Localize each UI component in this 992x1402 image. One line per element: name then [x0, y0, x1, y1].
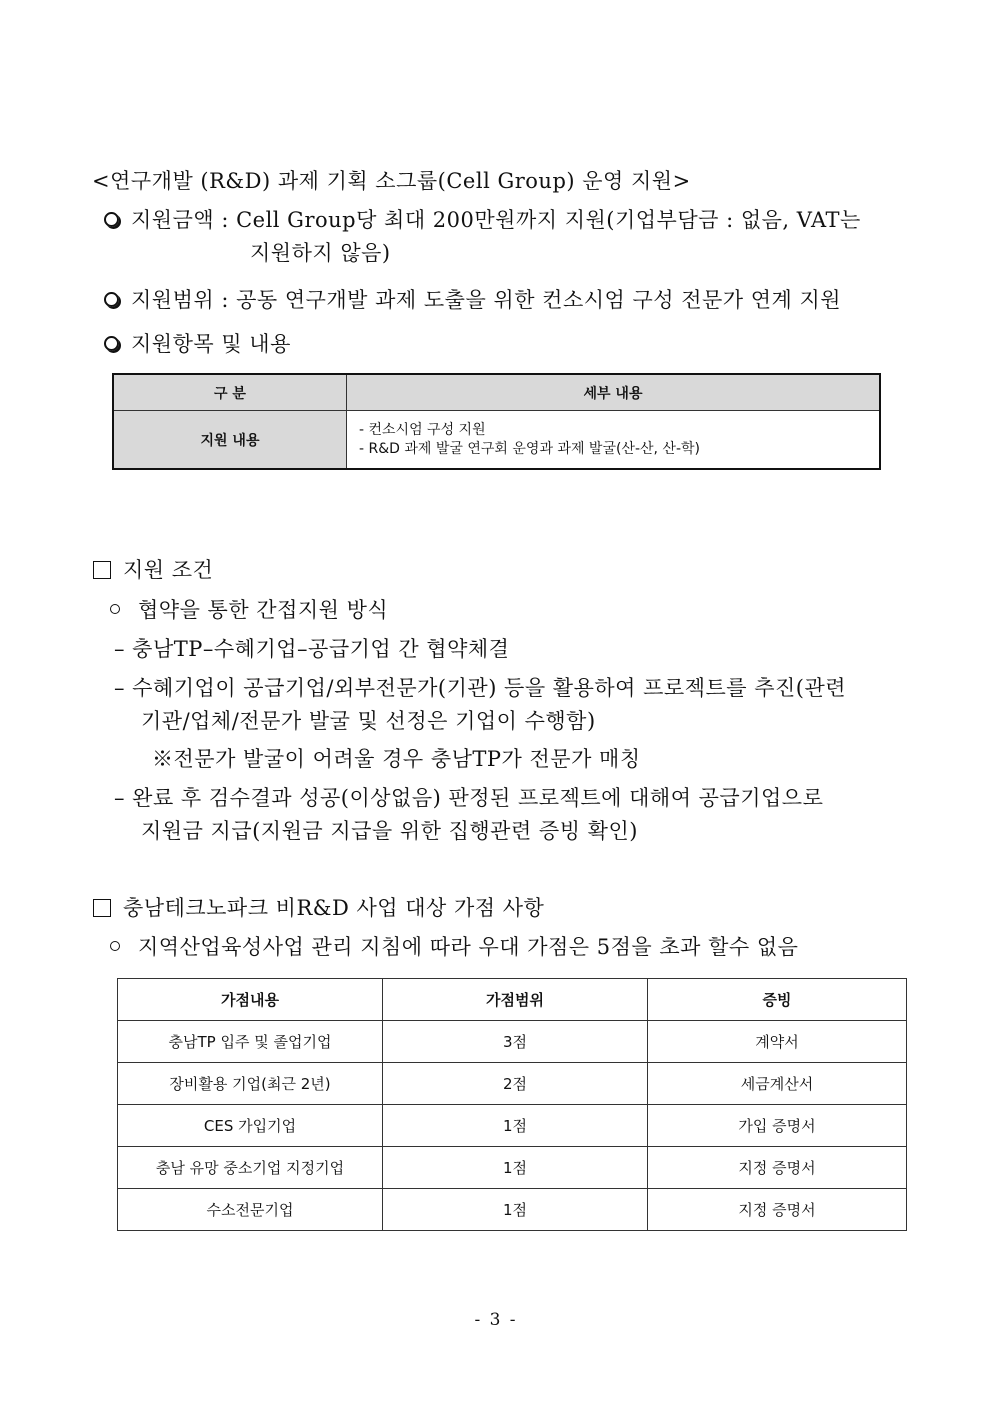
support-details-table [112, 373, 881, 470]
table-header-row [113, 374, 880, 411]
bullet-support-items [104, 328, 291, 358]
table-header-row [118, 979, 907, 1021]
cell-content: 수소전문기업 [118, 1189, 383, 1231]
section2-title: 지원 조건 [123, 558, 214, 582]
support-items-line: 지원항목 및 내용 [131, 332, 291, 356]
cell-points: 3점 [383, 1021, 648, 1063]
cell-content: 충남 유망 중소기업 지정기업 [118, 1147, 383, 1189]
cell-content: 장비활용 기업(최근 2년) [118, 1063, 383, 1105]
table-row [113, 411, 880, 470]
header-bonus-range: 가점범위 [383, 979, 648, 1021]
bonus-note [110, 931, 798, 961]
row-label: 지원 내용 [113, 411, 347, 470]
table-row [118, 1189, 907, 1231]
cell-evidence: 가입 증명서 [648, 1105, 907, 1147]
circle-bullet-icon [104, 212, 119, 227]
cell-evidence: 세금계산서 [648, 1063, 907, 1105]
condition-text-1: 협약을 통한 간접지원 방식 [138, 598, 389, 622]
cell-evidence: 지정 증명서 [648, 1189, 907, 1231]
condition-line-3: – 수혜기업이 공급기업/외부전문가(기관) 등을 활용하여 프로젝트를 추진(관련 [114, 676, 847, 700]
cell-content: 충남TP 입주 및 졸업기업 [118, 1021, 383, 1063]
section1-title: <연구개발 (R&D) 과제 기획 소그룹(Cell Group) 운영 지원> [92, 169, 691, 193]
detail-line-1: - 컨소시엄 구성 지원 [359, 421, 486, 438]
support-amount-line2: 지원하지 않음) [250, 241, 391, 265]
condition-line-4: 기관/업체/전문가 발굴 및 선정은 기업이 수행함) [141, 709, 596, 733]
condition-line-1 [110, 594, 388, 624]
row-details [347, 411, 881, 470]
cell-evidence: 지정 증명서 [648, 1147, 907, 1189]
condition-line-6: 지원금 지급(지원금 지급을 위한 집행관련 증빙 확인) [141, 819, 638, 843]
bonus-note-text: 지역산업육성사업 관리 지침에 따라 우대 가점은 5점을 초과 할수 없음 [138, 935, 799, 959]
header-evidence: 증빙 [648, 979, 907, 1021]
cell-evidence: 계약서 [648, 1021, 907, 1063]
cell-points: 2점 [383, 1063, 648, 1105]
condition-line-5: – 완료 후 검수결과 성공(이상없음) 판정된 프로젝트에 대해여 공급기업으로 [114, 786, 824, 810]
cell-points: 1점 [383, 1189, 648, 1231]
bonus-points-table [117, 978, 907, 1231]
table-row [118, 1147, 907, 1189]
section3-title: 충남테크노파크 비R&D 사업 대상 가점 사항 [123, 896, 545, 920]
small-circle-icon [110, 604, 120, 614]
header-details: 세부 내용 [347, 374, 881, 411]
page-number: - 3 - [474, 1310, 518, 1330]
header-category: 구 분 [113, 374, 347, 411]
cell-points: 1점 [383, 1105, 648, 1147]
table-row [118, 1021, 907, 1063]
circle-bullet-icon [104, 336, 119, 351]
circle-bullet-icon [104, 292, 119, 307]
small-circle-icon [110, 941, 120, 951]
header-bonus-content: 가점내용 [118, 979, 383, 1021]
bullet-support-scope [104, 284, 841, 314]
support-scope-line: 지원범위 : 공동 연구개발 과제 도출을 위한 컨소시엄 구성 전문가 연계 지원 [131, 288, 842, 312]
support-amount-line1: 지원금액 : Cell Group당 최대 200만원까지 지원(기업부담금 : 없음, VAT는 [131, 208, 861, 232]
bullet-support-amount [104, 204, 861, 234]
table-row [118, 1105, 907, 1147]
checkbox-square-icon [93, 561, 111, 579]
checkbox-square-icon [93, 899, 111, 917]
detail-line-2: - R&D 과제 발굴 연구회 운영과 과제 발굴(산-산, 산-학) [359, 440, 700, 457]
section3-heading [93, 892, 544, 922]
condition-note: ※전문가 발굴이 어려울 경우 충남TP가 전문가 매칭 [152, 747, 641, 771]
cell-content: CES 가입기업 [118, 1105, 383, 1147]
cell-points: 1점 [383, 1147, 648, 1189]
condition-line-2: – 충남TP–수혜기업–공급기업 간 협약체결 [114, 637, 510, 661]
table-row [118, 1063, 907, 1105]
section2-heading [93, 554, 213, 584]
